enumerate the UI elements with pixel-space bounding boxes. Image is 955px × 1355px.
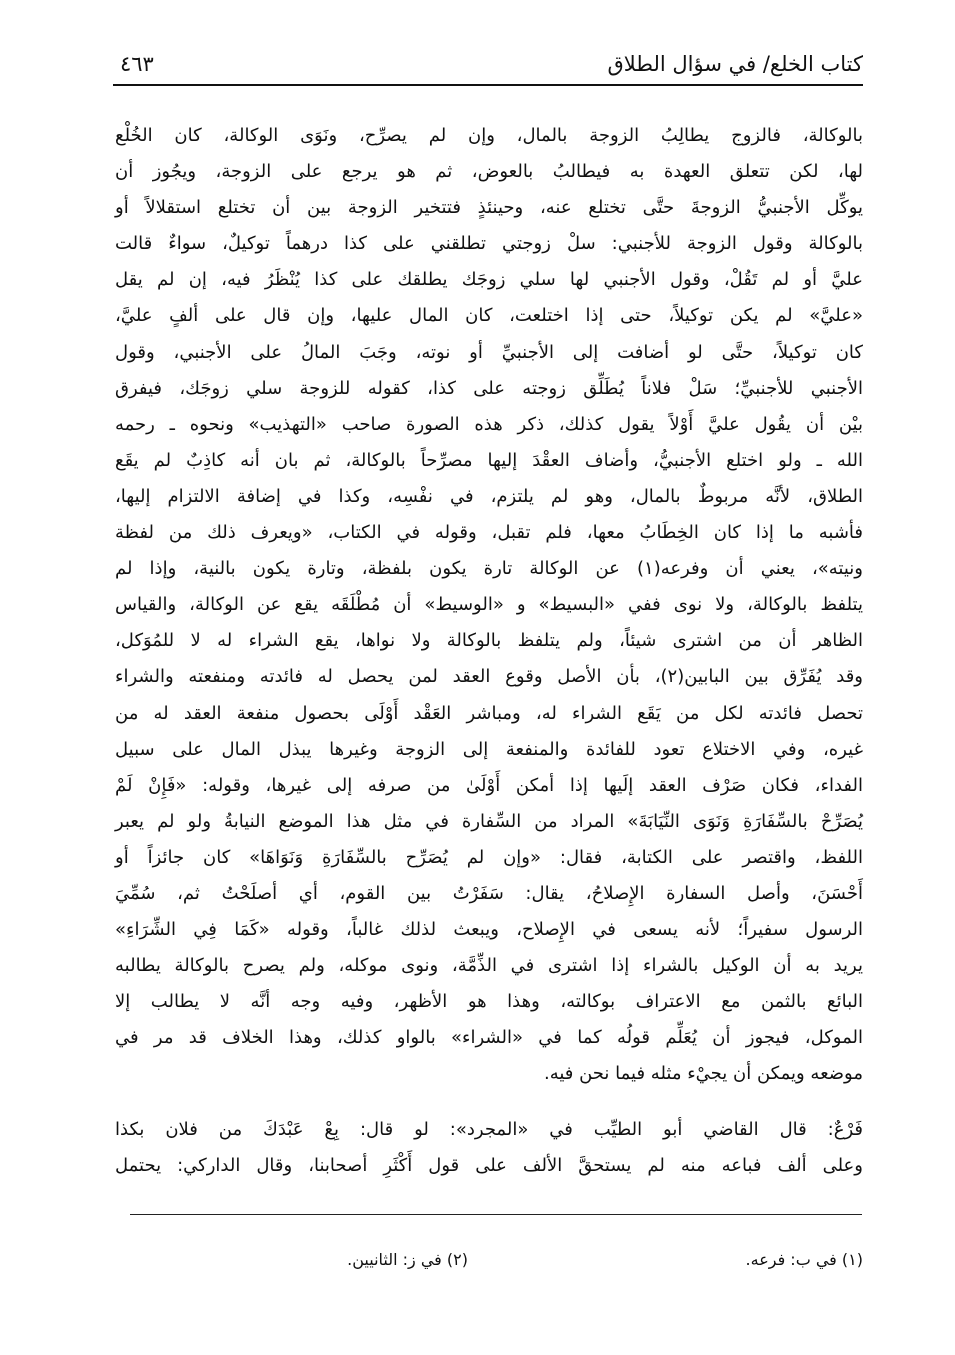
text-line: «عليَّ» لم يكن توكيلاً، حتى إذا اختلعت، كان المال عليها، وإن قال على ألفٍ عليَّ، xyxy=(115,305,863,327)
text-line: كان توكيلاً، حتَّى لو أضافت إلى الأجنبيِّ أو نوته، وجَبَ المالُ على الأجنبي، وقول xyxy=(115,341,863,363)
page-header xyxy=(115,48,863,84)
text-line: الموكل، فيجوز أن يُعَلِّم قولُه كما في «الشراء» بالواو كذلك، وهذا الخلاف قد مر في xyxy=(115,1027,863,1049)
text-line: اللفظ، واقتصر على الكتابة، فقال: «وإن لم يُصَرِّح بالسِّفَارَةِ وَنَوَاهَا» كان جائزاً أو xyxy=(115,846,863,868)
section-line: فَرْعٌ: قال القاضي أبو الطيِّب في «المجرد»: لو قال: بِعْ عَبْدَكَ من فلان بكذا xyxy=(115,1118,863,1140)
text-line: عليَّ أو لم تَقُلْ، وقول الأجنبي لها سلي زوجَك يطلقك على كذا يُنْظَرُ فيه، إن لم يقل xyxy=(115,269,863,291)
text-line: الطلاق، لأنَّه مربوطٌ بالمال، وهو لم يلتزم، في نفْسِه، وكذا في إضافة الالتزام إليها، xyxy=(115,485,863,507)
text-line: البائع بالثمن مع الاعتراف بوكالته، وهذا هو الأظهر، وفيه وجه أنَّه لا يطالب إلا xyxy=(115,991,863,1013)
text-line: الرسول سفيراً؛ لأنه يسعى في الإِصلاح، ويبعث لذلك غالباً، وقوله «كَمَا فِي الشِّرَاءِ» xyxy=(115,919,863,941)
text-line: الظاهر أن من اشترى شيئاً، ولم يتلفظ بالوكالة ولا نواها، يقع الشراء له لا للمُوَكل، xyxy=(115,630,863,652)
text-line: أَحْسَنَ، وأصل السفارة الإِصلاحُ، يقال: سَفَرْتُ بين القوم، أي أصلَحْتُ ثم، سُمِّيَ xyxy=(115,882,863,904)
text-line: الأجنبي للأجنبيِّ؛ سَلْ فلاناً يُطَلِّق زوجته على كذا، كقوله للزوجة سلي زوجَك، فيفرق xyxy=(115,377,863,399)
text-line: بالوكالة، فالزوج يطالِبُ الزوجة بالمال، وإن لم يصرِّح، ونَوَى الوكالة، كان الخُلْع xyxy=(115,125,863,146)
footnote-2: (٢) في ز: الثانيين. xyxy=(347,1250,468,1269)
text-line: يتلفظ بالوكالة، ولا نوى ففي «البسيط» و «الوسيط» أن مُطْلَقَه يقع عن الوكالة، والقياس xyxy=(115,594,863,616)
running-title: كتاب الخلع/ في سؤال الطلاق xyxy=(607,52,863,76)
text-line: ونيته»، يعني أن وفرعه(١) عن الوكالة تارة يكون بلفظة، وتارة يكون بالنية، وإذا لم xyxy=(115,558,863,580)
text-line: الله ـ ولو اختلع الأجنبيُّ، وأضاف العقْدَ إليها مصرِّحاً بالوكالة، ثم بان أنه كاذِبٌ لم يقَع xyxy=(115,449,863,471)
text-line: فأشبه ما إذا كان الخِطَابُ معها، فلم تقبل، وقوله في الكتاب، «ويعرف ذلك من لفظة xyxy=(115,522,863,544)
text-line: غيره، وفي الاختلاع تعود للفائدة والمنفعة إلى الزوجة وغيرها يبذل المال على سبيل xyxy=(115,738,863,760)
text-line: الفداء، فكان صَرْف العقد إلَيها إذا أمكن أَوْلَىٰ من صرفه إلى غيرها، وقوله: «فَإِنْ لَمْ xyxy=(115,774,863,796)
header-rule xyxy=(113,84,863,86)
text-line: لها، لكن تتعلق العهدة به فيطالبُ بالعوض، ثم هو يرجع على الزوجة، ويجُوز أن xyxy=(115,161,863,183)
page-number: ٤٦٣ xyxy=(120,52,154,76)
text-line: يريد به أن الوكيل بالشراء إذا اشترى في الذِّمَّة، ونوى موكله، ولم يصرح بالوكالة يطالبه xyxy=(115,955,863,977)
footnote-1: (١) في ب: فرعه. xyxy=(745,1250,863,1269)
text-line: يوكِّل الأجنبيُّ الزوجةَ حتَّى تختلع عنه، وحينئذٍ فتتخير الزوجة بين أن تختلع استقلالاً أو xyxy=(115,197,863,219)
text-line: تحصل فائدته لكل من يَقَع الشراء له، ومباشر العَقْد أَوْلَى بحصول منفعة العقد له من xyxy=(115,702,863,724)
text-line: وقد يُفَرِّق بين البابين(٢)، بأن الأصل وقوع العقد لمن يحصل له فائدته ومنفعته والشراء xyxy=(115,666,863,688)
text-line: بيْن أن يقُول عليَّ أَوْلاً يقول كذلك، ذكر هذه الصورة صاحب «التهذيب» ونحوه ـ رحمه xyxy=(115,413,863,435)
main-text xyxy=(115,118,863,1184)
text-line: موضعه ويمكن أن يجيْء مثله فيما نحن فيه. xyxy=(543,1063,863,1085)
section-line: وعلى ألف فباعه منه لم يستحقَّ الألف على قول أَكْثَرِ أصحابنا، وقال الداركي: يحتمل xyxy=(115,1154,863,1176)
footnote-rule xyxy=(130,1214,862,1215)
text-line: بالوكالة وقول الزوجة للأجنبي: سلْ زوجتي تطلقني على كذا درهماً توكيلٌ، سواءٌ قالت xyxy=(115,233,863,255)
text-line: يُصَرِّحْ بالسِّفَارَةِ وَنَوَى النِّيَابَةَ» المراد من السِّفارة في مثل هذا الموضع النيابةُ ولو لم يعبر xyxy=(115,810,863,832)
